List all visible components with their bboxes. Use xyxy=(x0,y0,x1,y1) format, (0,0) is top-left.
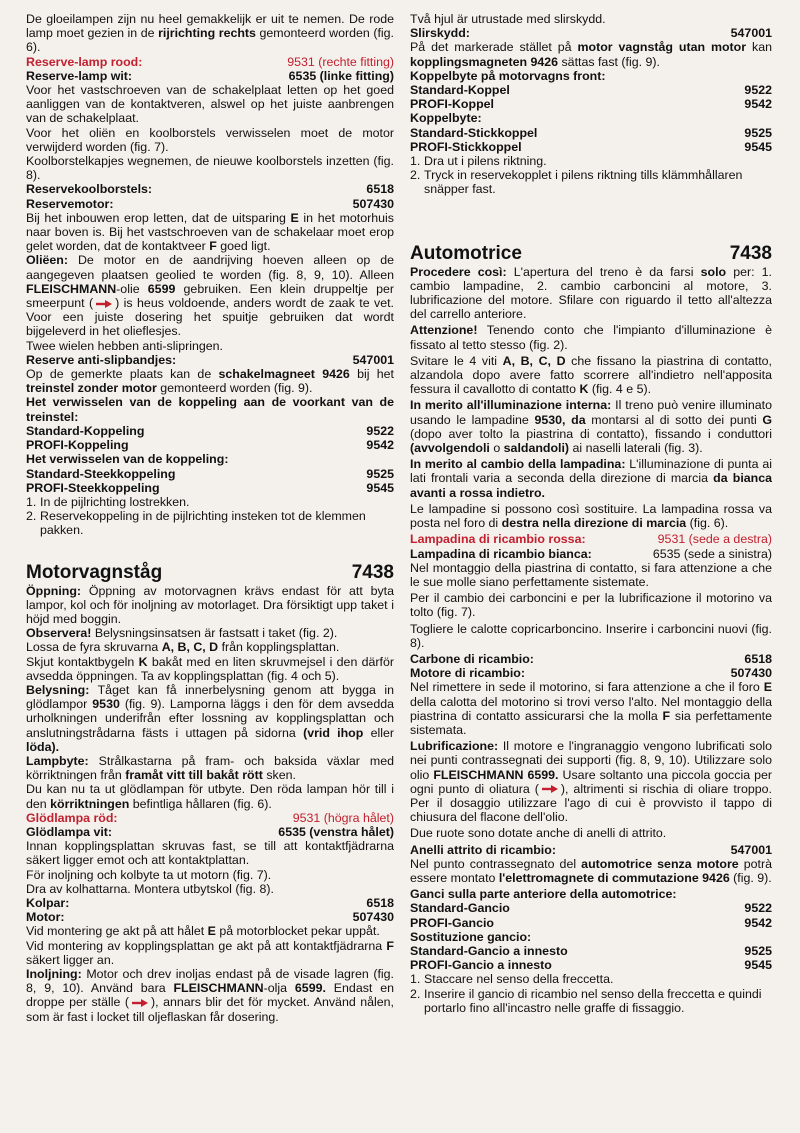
it-para-cambio-lampadina: In merito al cambio della lampadina: L'illuminazione di punta ai lati frontali varia a seconda della direzione di marcia da bianca avanti a rossa indietro. xyxy=(410,457,772,500)
list-item: 1. In de pijlrichting lostrekken. xyxy=(26,494,190,509)
nl-heading-koppeling: Het verwisselen van de koppeling: xyxy=(26,452,229,467)
nl-para-schakelmagneet: Op de gemerkte plaats kan de schakelmagneet 9426 bij het treinstel zonder motor gemonteerd worden (fig. 9). xyxy=(26,367,394,396)
red-arrow-icon xyxy=(541,784,559,794)
sv-para-oppning: Öppning: Öppning av motorvagnen krävs endast för att byta lampor, kol och för inoljning av motorlaget. Dra försiktigt upp taket i höjd med boggin. xyxy=(26,583,394,626)
it-heading-sostituzione: Sostituzione gancio: xyxy=(410,929,532,944)
it-motore-row: Motore di ricambio: 507430 xyxy=(410,666,772,681)
sv-para-hjul: Två hjul är utrustade med slirskydd. xyxy=(410,12,606,26)
it-para-ruote: Due ruote sono dotate anche di anelli di attrito. xyxy=(410,826,667,841)
it-para-elettromagnete: Nel punto contrassegnato del automotrice senza motore potrà essere montato l'elettromagnete di commutazione 9426 (fig. 9). xyxy=(410,856,772,885)
nl-lamp-white-row: Reserve-lamp wit: 6535 (linke fitting) xyxy=(26,68,394,83)
sv-para-lossa: Lossa de fyra skruvarna A, B, C, D från kopplingsplattan. xyxy=(26,640,340,655)
it-para-rimettere: Nel rimettere in sede il motorino, si fara attenzione a che il foro E della calotta del motorino si trovi verso l'alto. Nel montaggio della piastrina di contatto assicurarsi che la molla F sia perfettamente sistemata. xyxy=(410,680,772,737)
it-lamp-white-row: Lampadina di ricambio bianca: 6535 (sede a sinistra) xyxy=(410,546,772,561)
it-profi-innesto-row: PROFI-Gancio a innesto 9545 xyxy=(410,958,772,973)
sv-para-skjut: Skjut kontaktbygeln K bakåt med en liten skruvmejsel i den därför avsedda öppningen. Ta av kopplingsplattan (fig. 4 och 5). xyxy=(26,654,394,683)
it-std-innesto-row: Standard-Gancio a innesto 9525 xyxy=(410,943,772,958)
it-heading-ganci: Ganci sulla parte anteriore della automotrice: xyxy=(410,887,677,902)
sv-heading-koppelbyte-front: Koppelbyte på motorvagns front: xyxy=(410,68,606,83)
sv-profi-koppel-row: PROFI-Koppel 9542 xyxy=(410,97,772,112)
red-arrow-icon xyxy=(131,998,149,1008)
right-column xyxy=(410,12,772,1133)
nl-para-inbouwen: Bij het inbouwen erop letten, dat de uitsparing E in het motorhuis naar boven is. Bij het vastschroeven van de schakelaar moet erop gelet worden, dat de kontaktveer F goed ligt. xyxy=(26,210,394,254)
sv-para-glodlampa: Du kan nu ta ut glödlampan för utbyte. Den röda lampan hör till i den körriktningen befintliga hållaren (fig. 6). xyxy=(26,782,394,811)
nl-std-steek-row: Standard-Steekkoppeling 9525 xyxy=(26,466,394,481)
it-std-gancio-row: Standard-Gancio 9522 xyxy=(410,901,772,916)
sv-slir-row: Slirskydd: 547001 xyxy=(410,26,772,41)
sv-para-belysning: Belysning: Tåget kan få innerbelysning genom att bygga in glödlampor 9530 (fig. 9). Lamporna läggs i den för dem avsedda urholkningen underifrån efter lossning av kopplingsplattan och anslutningstrådarna fästs i uttagen på sidorna (vrid ihop eller löda). xyxy=(26,682,394,754)
sv-kol-row: Kolpar: 6518 xyxy=(26,895,394,910)
it-para-procedere: Procedere così: L'apertura del treno è da farsi solo per: 1. cambio lampadine, 2. cambio carboncini al motore, 3. lubrificazione del motore. Sfilare con riguardo il tetto all'altezza del carrello anteriore. xyxy=(410,264,772,322)
nl-motor-row: Reservemotor: 507430 xyxy=(26,196,394,211)
red-arrow-icon xyxy=(95,299,113,309)
nl-profi-koppeling-row: PROFI-Koppeling 9542 xyxy=(26,438,394,453)
nl-para-motor: Voor het oliën en koolborstels verwisselen moet de motor verwijderd worden (fig. 7). xyxy=(26,125,394,154)
nl-profi-steek-row: PROFI-Steekkoppeling 9545 xyxy=(26,480,394,495)
it-number: 7438 xyxy=(729,242,772,264)
sv-std-stick-row: Standard-Stickkoppel 9525 xyxy=(410,125,772,140)
list-item: 2. Reservekoppeling in de pijlrichting insteken tot de klemmen pakken. xyxy=(26,509,366,538)
sv-para-inoljning: Inoljning: Motor och drev inoljas endast på de visade lagren (fig. 8, 9, 10). Använd bara FLEISCHMANN-olja 6599. Endast en droppe per ställe ( ), annars blir det för mycket. Använd nålen, som är fast i locket till oljeflaskan får dosering. xyxy=(26,967,394,1024)
it-para-lampadine: Le lampadine si possono così sostituire. La lampadina rossa va posta nel foro di destra nella direzione di marcia (fig. 6). xyxy=(410,501,772,531)
sv-title: Motorvagnståg xyxy=(26,561,163,583)
sv-para-montering-f: Vid montering av kopplingsplattan ge akt på att kontaktfjädrarna F säkert ligger an. xyxy=(26,938,394,967)
sv-profi-stick-row: PROFI-Stickkoppel 9545 xyxy=(410,139,772,154)
nl-heading-koppeling-voorkant: Het verwisselen van de koppeling aan de voorkant van de treinstel: xyxy=(26,395,394,424)
nl-para-koolborstel: Koolborstelkapjes wegnemen, de nieuwe koolborstels inzetten (fig. 8). xyxy=(26,154,394,183)
list-item: 2. Inserire il gancio di ricambio nel senso della freccetta e quindi portarlo fino all'incastro nelle graffe di fissaggio. xyxy=(410,986,762,1015)
it-steps-list xyxy=(410,972,772,1015)
nl-para-wielen: Twee wielen hebben anti-slipringen. xyxy=(26,338,223,353)
sv-std-koppel-row: Standard-Koppel 9522 xyxy=(410,83,772,98)
it-profi-gancio-row: PROFI-Gancio 9542 xyxy=(410,915,772,930)
nl-brush-row: Reservekoolborstels: 6518 xyxy=(26,182,394,197)
it-para-attenzione: Attenzione! Tenendo conto che l'impianto d'illuminazione è fissato al tetto stesso (fig. 2). xyxy=(410,323,772,352)
sv-para-kontaktfjadrar: Innan kopplingsplattan skruvas fast, se till att kontaktfjädrarna säkert ligger emot och att kontaktplattan. xyxy=(26,839,394,868)
sv-para-inoljning-motor: För inoljning och kolbyte ta ut motorn (fig. 7). xyxy=(26,867,272,882)
it-para-svitare: Svitare le 4 viti A, B, C, D che fissano la piastrina di contatto, alzandola dopo avere fatto scorrere all'indietro nell'apposita fessura il cavallotto di contatto K (fig. 4 e 5). xyxy=(410,353,772,397)
nl-steps-list xyxy=(26,495,394,538)
it-lamp-red-row: Lampadina di ricambio rossa: 9531 (sede a destra) xyxy=(410,532,772,547)
sv-heading-koppelbyte: Koppelbyte: xyxy=(410,111,482,126)
nl-lamp-red-row: Reserve-lamp rood: 9531 (rechte fitting) xyxy=(26,54,394,69)
it-para-lubrificazione: Lubrificazione: Il motore e l'ingranaggio vengono lubrificati solo nei punti contrassegnati dei supporti (fig. 8, 9, 10). Utilizzare solo olio FLEISCHMANN 6599. Usare soltanto una piccola goccia per ogni punto di oliatura ( ), altrimenti si rischia di oliare troppo. Per il dosaggio utilizzare l'ago di cui è provvisto il tappo di chiusura del flacone dell'olio. xyxy=(410,739,772,825)
list-item: 2. Tryck in reservekopplet i pilens riktning tills klämmhållaren snäpper fast. xyxy=(410,168,743,197)
nl-std-koppeling-row: Standard-Koppeling 9522 xyxy=(26,423,394,438)
sv-steps-list xyxy=(410,154,772,197)
it-section-title xyxy=(410,243,772,265)
sv-para-observera: Observera! Belysningsinsatsen är fastsatt i taket (fig. 2). xyxy=(26,626,338,641)
sv-section-title xyxy=(26,562,394,584)
list-item: 1. Dra ut i pilens riktning. xyxy=(410,154,547,169)
sv-para-lampbyte: Lampbyte: Strålkastarna på fram- och baksida växlar med körriktningen från framåt vitt till bakåt rött sken. xyxy=(26,753,394,783)
it-title: Automotrice xyxy=(410,242,522,264)
sv-para-kopplingsmagnet: På det markerade stället på motor vagnståg utan motor kan kopplingsmagneten 9426 sättas fast (fig. 9). xyxy=(410,40,772,69)
nl-para-schakelplaat: Voor het vastschroeven van de schakelplaat letten op het goed aanliggen van de kontaktveren, alswel op het juiste aanbrengen van de schakelplaat. xyxy=(26,83,394,126)
sv-para-montering-e: Vid montering ge akt på att hålet E på motorblocket pekar uppåt. xyxy=(26,924,380,939)
nl-intro: De gloeilampen zijn nu heel gemakkelijk er uit te nemen. De rode lamp moet gezien in de rijrichting rechts gemonteerd worden (fig. 6). xyxy=(26,12,394,55)
sv-lamp-red-row: Glödlampa röd: 9531 (högra hålet) xyxy=(26,810,394,825)
sv-number: 7438 xyxy=(351,561,394,583)
nl-slip-row: Reserve anti-slipbandjes: 547001 xyxy=(26,352,394,367)
sv-para-kolhattar: Dra av kolhattarna. Montera utbytskol (fig. 8). xyxy=(26,881,274,896)
left-column xyxy=(26,12,394,1133)
it-para-montaggio: Nel montaggio della piastrina di contatto, si fara attenzione a che le sue molle siano perfettamente sistemate. xyxy=(410,560,772,589)
it-carbone-row: Carbone di ricambio: 6518 xyxy=(410,651,772,666)
sv-lamp-white-row: Glödlampa vit: 6535 (venstra hålet) xyxy=(26,824,394,839)
list-item: 1. Staccare nel senso della freccetta. xyxy=(410,972,614,987)
nl-para-olieen: Oliëen: De motor en de aandrijving hoeven alleen op de aangegeven plaatsen geolied te worden (fig. 8, 9, 10). Alleen FLEISCHMANN-olie 6599 gebruiken. Een klein druppeltje per smeerpunt ( ) is heus voldoende, anders wordt de zaak te vet. Voor een juiste dosering het spuitje gebruiken dat wordt bijgeleverd in het olieflesjes. xyxy=(26,253,394,339)
it-anelli-row: Anelli attrito di ricambio: 547001 xyxy=(410,842,772,857)
it-para-calotte: Togliere le calotte copricarboncino. Inserire i carboncini nuovi (fig. 8). xyxy=(410,621,772,650)
it-para-carboncini: Per il cambio dei carboncini e per la lubrificazione il motorino va tolto (fig. 7). xyxy=(410,591,772,620)
it-para-illuminazione: In merito all'illuminazione interna: Il treno può venire illuminato usando le lampadine 9530, da montarsi al di sotto dei punti G (dopo aver tolto la piastrina di contatto), fissando i conduttori (avvolgendoli o saldandoli) ai naselli laterali (fig. 3). xyxy=(410,398,772,456)
sv-motor-row: Motor: 507430 xyxy=(26,910,394,925)
